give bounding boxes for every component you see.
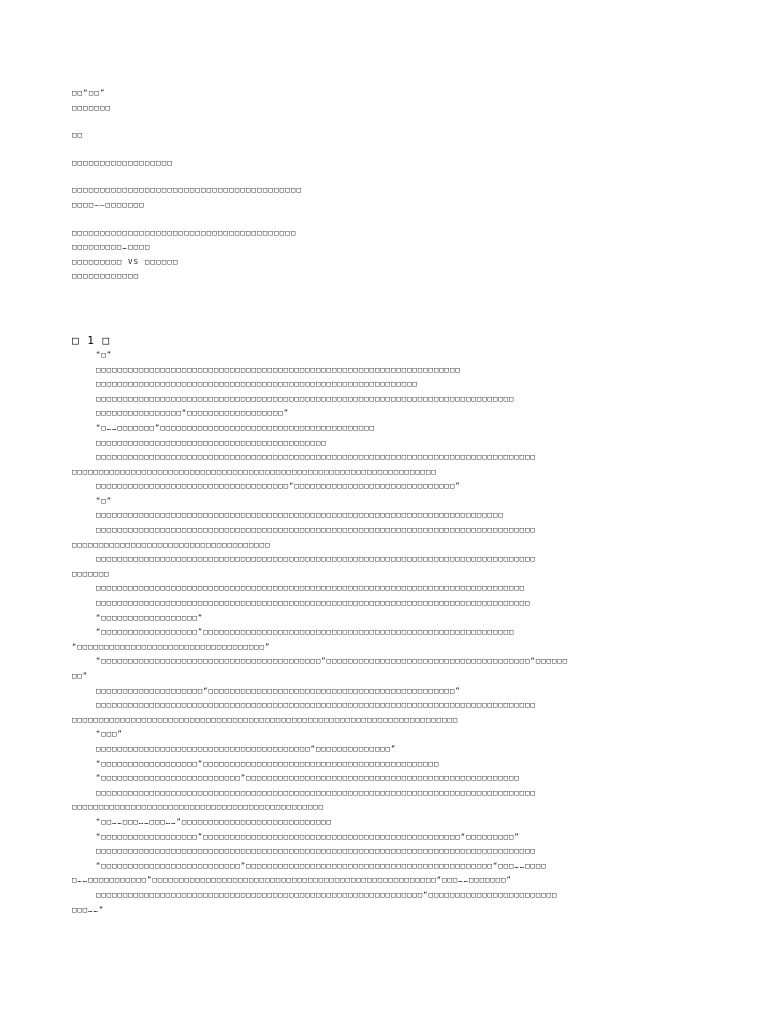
body-line: “□□□□□□□□□□□□□□□□□□□□□□□□□□”□□□□□□□□□□□□□□□□□□□□□□□□□□□□□□□□□□□□□□□□□□□□□□“□□□……□□□□ bbox=[96, 861, 547, 870]
body-line: □□□□□□□□□□□□□□□□□□□□□□□□□□□□□□□□□□□□□□□□□□□ bbox=[96, 438, 327, 447]
body-line: “□□□□□□□□□□□□□□□□□□” bbox=[96, 613, 204, 622]
body-line: □□□□□□□□□□□□□□□□□□□□□□□□□□□□□□□□□□□□□□□□□□□□□□□□□□□□□□□□□□□□□□□□□□□□□□□□□□□□□□ bbox=[96, 394, 515, 403]
tagline: □□□□□□□□□□□□□□□□□□ bbox=[72, 158, 174, 167]
body-line: “□……□□□□□□□”□□□□□□□□□□□□□□□□□□□□□□□□□□□□□□□□□□□□□□□□ bbox=[96, 423, 375, 432]
body-line: □□□□□□□□□□□□□□□□□□□□□□□□□□□□□□□□□□□□□□□□□□□□□□□□□□□□□□□□□□□□ bbox=[96, 380, 418, 389]
body-line: “□□□□□□□□□□□□□□□□□□□□□□□□□□□□□□□□□□□□□□□□□”□□□□□□□□□□□□□□□□□□□□□□□□□□□□□□□□□□□□□□“□□□□□□ bbox=[96, 657, 569, 666]
blurb-line: □□□□——□□□□□□□ bbox=[72, 200, 145, 209]
blurb-line: □□□□□□□□□ VS □□□□□□ bbox=[72, 257, 179, 266]
body-line: “□□□□□□□□□□□□□□□□□□”□□□□□□□□□□□□□□□□□□□□□□□□□□□□□□□□□□□□□□□□□□□□ bbox=[96, 759, 440, 768]
author-line: □□ bbox=[72, 131, 84, 140]
book-title: □□“□□” bbox=[72, 89, 106, 97]
chapter-heading: □ 1 □ bbox=[72, 333, 111, 347]
body-line: □□□□□□□□□□□□□□□□□□□□□□□□□□□□□□□□□□□□□□□□□□□□□□□□□□□□□□□□□□□□□□□□□□□□□□□□□□□□□□□□ bbox=[96, 584, 526, 593]
body-line: “□” bbox=[96, 496, 113, 505]
blurb-line: □□□□□□□□□□□□ bbox=[72, 272, 140, 281]
body-line: □□□□□□□□□□□□□□□□□□□□□□□□□□□□□□□□□□□□□□□□□□□□□□□□□□□□□□□□□□□□□□□□□□□□□□□□□□□□□□□□□ bbox=[96, 599, 531, 608]
body-line: □□□□□□□□□□□□□□□□□□□□“□□□□□□□□□□□□□□□□□□□□□□□□□□□□□□□□□□□□□□□□□□□□□□” bbox=[96, 686, 461, 695]
blurb-line: □□□□□□□□□…□□□□ bbox=[72, 243, 151, 252]
body-line: □□□□□□□□□□□□□□□□□□□□□□□□□□□□□□□□□□□□□□□□□□□□□□□ bbox=[72, 803, 325, 812]
body-line: □□” bbox=[72, 672, 89, 680]
book-subtitle: □□□□□□□ bbox=[72, 103, 112, 112]
body-line: “□□□□□□□□□□□□□□□□□□”□□□□□□□□□□□□□□□□□□□□□□□□□□□□□□□□□□□□□□□□□□□□□□□□“□□□□□□□□□” bbox=[96, 832, 520, 841]
body-line: □□□□□□□□□□□□□□□□□□□□□□□□□□□□□□□□□□□□□□□□□□□□□□□□□□□□□□□□□□□□□“□□□□□□□□□□□□□□□□□□□□□□□□ bbox=[96, 890, 558, 899]
body-line: □□□□□□□□□□□□□□□□□□□□□□□□□□□□□□□□□□□□□□□□□□□□□□□□□□□□□□□□□□□□□□□□□□□□ bbox=[96, 365, 461, 374]
body-line: “□” bbox=[96, 350, 113, 359]
body-line: □□□□□□□□□□□□□□□□□□□□□□□□□□□□□□□□□□□□□□□□□□□□□□□□□□□□□□□□□□□□□□□□□□□□□□□□□□□□□□□□□□ bbox=[96, 701, 536, 710]
body-line: □□□□□□□□□□□□□□□□“□□□□□□□□□□□□□□□□□□” bbox=[96, 409, 290, 418]
body-line: □□□□□□□□□□□□□□□□□□□□□□□□□□□□□□□□□□□□□□□□□□□□□□□□□□□□□□□□□□□□□□□□□□□□□□□□□□□□ bbox=[96, 511, 504, 520]
body-line: □□□□□□□□□□□□□□□□□□□□□□□□□□□□□□□□□□□□□□□□□□□□□□□□□□□□□□□□□□□□□□□□□□□□□□□□□□□□□□□□□□ bbox=[96, 526, 536, 535]
document-page bbox=[72, 86, 696, 917]
blurb-line: □□□□□□□□□□□□□□□□□□□□□□□□□□□□□□□□□□□□□□□□ bbox=[72, 228, 297, 237]
body-line: □□□□□□□□□□□□□□□□□□□□□□□□□□□□□□□□□□□□□□□□□□□□□□□□□□□□□□□□□□□□□□□□□□□□ bbox=[72, 467, 437, 476]
chapter-body bbox=[72, 348, 696, 917]
body-line: □□□□□□□□□□□□□□□□□□□□□□□□□□□□□□□□□□□□□□□□□□□□□□□□□□□□□□□□□□□□□□□□□□□□□□□□□□□□□□□□□□ bbox=[96, 453, 536, 462]
body-line: □□□□□□□□□□□□□□□□□□□□□□□□□□□□□□□□□□□□□□□□“□□□□□□□□□□□□□□” bbox=[96, 744, 397, 753]
blurb-line: □□□□□□□□□□□□□□□□□□□□□□□□□□□□□□□□□□□□□□□□□ bbox=[72, 186, 303, 195]
body-line: □……□□□□□□□□□□□”□□□□□□□□□□□□□□□□□□□□□□□□□□□□□□□□□□□□□□□□□□□□□□□□□□□□□“□□□……□□□□□□□” bbox=[72, 876, 512, 885]
front-matter bbox=[72, 86, 696, 284]
body-line: □□□□□□□□□□□□□□□□□□□□□□□□□□□□□□□□□□□□“□□□□□□□□□□□□□□□□□□□□□□□□□□□□□□” bbox=[96, 482, 461, 491]
body-line: “□□□” bbox=[96, 730, 123, 739]
body-line: “□□□□□□□□□□□□□□□□□□”□□□□□□□□□□□□□□□□□□□□□□□□□□□□□□□□□□□□□□□□□□□□□□□□□□□□□□□□□□ bbox=[96, 628, 515, 637]
body-line: □□□□□□□□□□□□□□□□□□□□□□□□□□□□□□□□□□□□□□□□□□□□□□□□□□□□□□□□□□□□□□□□□□□□□□□□ bbox=[72, 715, 459, 724]
body-line: “□□……□□□……□□□……”□□□□□□□□□□□□□□□□□□□□□□□□□□□□ bbox=[96, 817, 333, 826]
body-line: “□□□□□□□□□□□□□□□□□□□□□□□□□□□□□□□□□□□” bbox=[72, 642, 271, 651]
body-line: □□□□□□□□□□□□□□□□□□□□□□□□□□□□□□□□□□□□□□□□□□□□□□□□□□□□□□□□□□□□□□□□□□□□□□□□□□□□□□□□□□ bbox=[96, 555, 536, 564]
body-line: “□□□□□□□□□□□□□□□□□□□□□□□□□□”□□□□□□□□□□□□□□□□□□□□□□□□□□□□□□□□□□□□□□□□□□□□□□□□□□□ bbox=[96, 774, 520, 783]
body-line: □□□□□□□□□□□□□□□□□□□□□□□□□□□□□□□□□□□□□□□□□□□□□□□□□□□□□□□□□□□□□□□□□□□□□□□□□□□□□□□□□□ bbox=[96, 788, 536, 797]
body-line: □□□□□□□ bbox=[72, 569, 110, 578]
body-line: □□□□□□□□□□□□□□□□□□□□□□□□□□□□□□□□□□□□□□□□□□□□□□□□□□□□□□□□□□□□□□□□□□□□□□□□□□□□□□□□□□ bbox=[96, 847, 536, 856]
body-line: □□□□□□□□□□□□□□□□□□□□□□□□□□□□□□□□□□□□□ bbox=[72, 540, 271, 549]
body-line: □□□……” bbox=[72, 905, 105, 914]
